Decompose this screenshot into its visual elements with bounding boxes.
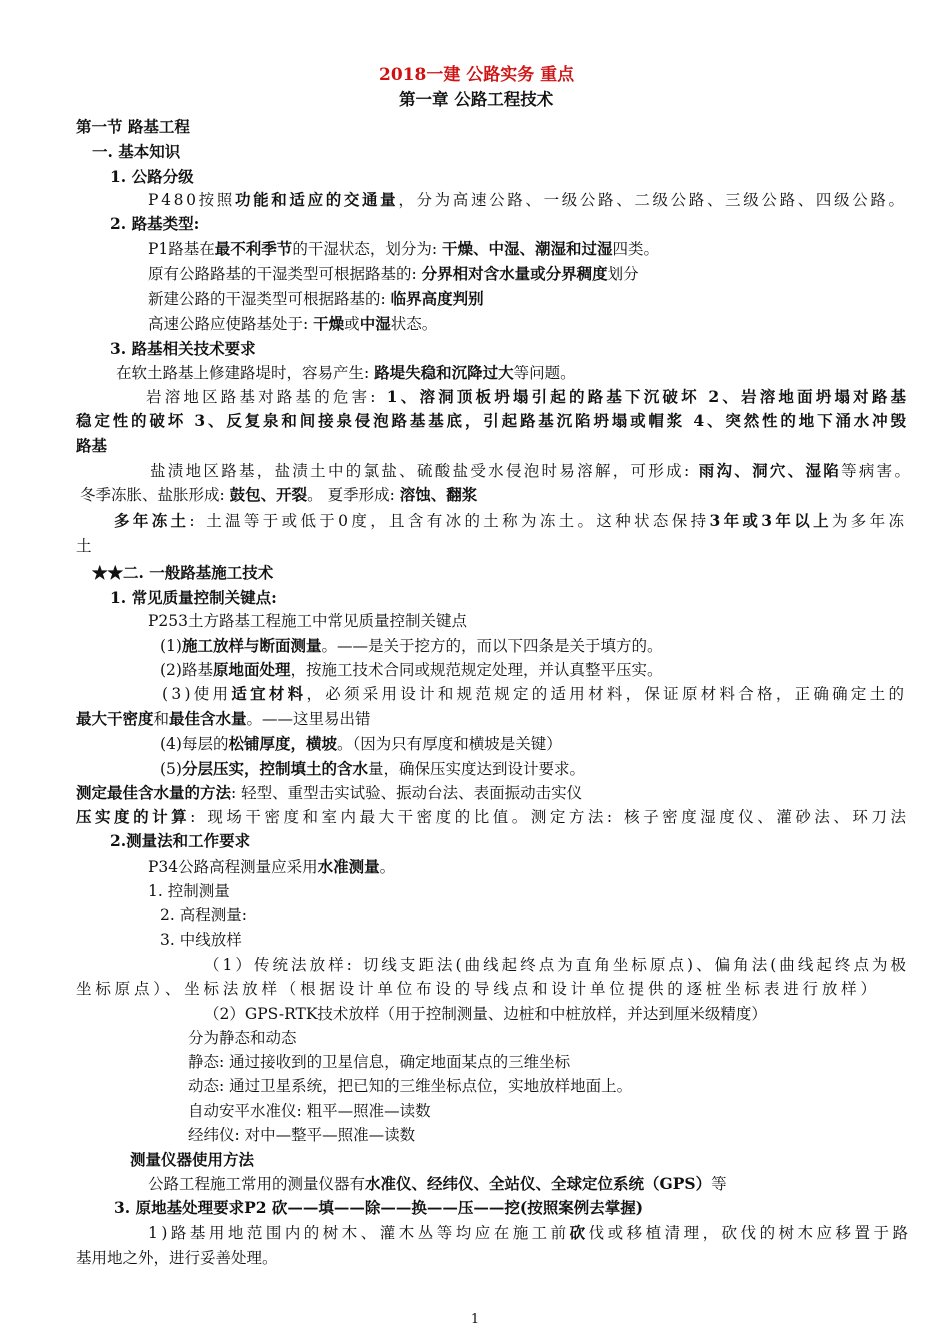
text-segment: 。——这里易出错 [246, 710, 371, 728]
body-line [114, 510, 907, 532]
body-line [148, 880, 230, 902]
text-segment: P253土方路基工程施工中常见质量控制关键点 [148, 612, 468, 630]
body-line [148, 1173, 727, 1195]
bold-text-segment: ★★二. 一般路基施工技术 [92, 563, 274, 582]
text-segment: 静态: 通过接收到的卫星信息，确定地面某点的三维坐标 [188, 1053, 571, 1071]
page-number: 1 [470, 1312, 480, 1327]
body-line [114, 1197, 643, 1219]
bold-text-segment: 测量仪器使用方法 [130, 1150, 255, 1169]
body-line [76, 806, 910, 828]
text-segment: (4)每层的 [160, 735, 229, 753]
body-line [188, 1051, 570, 1073]
text-segment: 。 [379, 858, 396, 876]
body-line [188, 1075, 632, 1097]
text-segment: （1）传统法放样: 切线支距法(曲线起终点为直角坐标原点)、偏角法(曲线起终点为极 [204, 956, 910, 974]
body-line [76, 782, 582, 804]
bold-text-segment: 临界高度判别 [390, 289, 484, 308]
body-line [188, 1124, 415, 1146]
bold-text-segment: 干燥、中湿、潮湿和过湿 [441, 239, 613, 258]
bold-text-segment: 砍 [569, 1223, 589, 1242]
text-segment: P1路基在 [148, 240, 215, 258]
text-segment: 冬季冻胀、盐胀形成: [80, 486, 230, 504]
text-segment: 或 [344, 315, 360, 333]
text-segment: ，按施工技术合同或规范规定处理，并认真整平压实。 [290, 661, 663, 679]
text-segment: 高速公路应使路基处于: [148, 315, 314, 333]
body-line [204, 1003, 767, 1025]
text-segment: 伐或移植清理，砍伐的树木应移置于路 [588, 1224, 912, 1242]
text-segment: 和 [153, 710, 170, 728]
text-segment: (2)路基 [160, 661, 213, 679]
body-line [92, 562, 273, 584]
text-segment: ，分为高速公路、一级公路、二级公路、三级公路、四级公路。 [398, 191, 907, 209]
body-line [80, 484, 477, 506]
bold-text-segment: 水准仪、经纬仪、全站仪、全球定位系统（GPS） [365, 1174, 712, 1193]
text-segment: 岩溶地区路基对路基的危害: [146, 388, 387, 406]
text-segment: 分为静态和动态 [188, 1029, 297, 1047]
bold-text-segment: 溶蚀、翻浆 [399, 485, 478, 504]
text-segment: 划分 [607, 265, 639, 283]
text-segment: 1)路基用地范围内的树木、灌木丛等均应在施工前 [148, 1224, 570, 1242]
text-segment: 公路工程施工常用的测量仪器有 [148, 1175, 366, 1193]
text-segment: P480按照 [148, 191, 235, 209]
bold-text-segment: 干燥 [313, 314, 345, 333]
text-segment: 坐标原点）、坐标法放样（根据设计单位布设的导线点和设计单位提供的逐桩坐标表进行放样） [76, 980, 880, 998]
body-line [130, 1149, 254, 1171]
text-segment: ，必须采用设计和规范规定的适用材料，保证原材料合格，正确确定土的 [306, 685, 908, 703]
text-segment: : 现场干密度和室内最大干密度的比值。测定方法: 核子密度湿度仪、灌砂法、环刀法 [190, 808, 910, 826]
text-segment: （2）GPS-RTK技术放样（用于控制测量、边桩和中桩放样，并达到厘米级精度） [204, 1005, 767, 1023]
bold-text-segment: 最大干密度 [76, 709, 154, 728]
text-segment: : 轻型、重型击实试验、振动台法、表面振动击实仪 [231, 784, 583, 802]
body-line [160, 904, 247, 926]
bold-text-segment: 3. 路基相关技术要求 [110, 339, 256, 358]
bold-text-segment: 松铺厚度，横坡 [228, 734, 337, 753]
body-line [148, 610, 467, 632]
bold-text-segment: 3年或3年以上 [709, 511, 832, 530]
text-segment: 3. 中线放样 [160, 931, 242, 949]
body-line [76, 116, 190, 138]
text-segment: 盐渍地区路基，盐渍土中的氯盐、硫酸盐受水侵泡时易溶解，可形成: [150, 462, 699, 480]
body-line [160, 635, 663, 657]
bold-text-segment: 分界相对含水量或分界稠度 [421, 264, 608, 283]
bold-text-segment: 压实度的计算 [76, 807, 191, 826]
body-line [148, 189, 907, 211]
bold-text-segment: 第一节 路基工程 [76, 117, 190, 136]
text-segment: 的干湿状态，划分为: [292, 240, 442, 258]
text-segment: 经纬仪: 对中—整平—照准—读数 [188, 1126, 416, 1144]
text-segment: 等问题。 [513, 364, 576, 382]
bold-text-segment: 鼓包、开裂 [229, 485, 308, 504]
text-segment: (1) [160, 637, 182, 655]
text-segment: (5) [160, 760, 182, 778]
text-segment: 。 夏季形成: [307, 486, 400, 504]
chapter-heading: 第一章 公路工程技术 [399, 90, 554, 109]
bold-text-segment: 功能和适应的交通量 [234, 190, 399, 209]
document-title: 2018一建 公路实务 重点 [379, 65, 575, 85]
text-segment: P34公路高程测量应采用 [148, 858, 318, 876]
bold-text-segment: 施工放样与断面测量 [181, 636, 322, 655]
body-line [76, 535, 92, 557]
body-line [148, 856, 395, 878]
bold-text-segment: 一. 基本知识 [92, 142, 181, 161]
text-segment: 土 [76, 537, 92, 555]
body-line [188, 1100, 431, 1122]
bold-text-segment: 最佳含水量 [169, 709, 247, 728]
bold-text-segment: 测定最佳含水量的方法 [76, 783, 232, 802]
body-line [110, 587, 277, 609]
text-segment: 状态。 [390, 315, 438, 333]
bold-text-segment: 雨沟、洞穴、湿陷 [698, 461, 842, 480]
text-segment: 自动安平水准仪: 粗平—照准—读数 [188, 1102, 431, 1120]
body-line [160, 758, 585, 780]
body-line [162, 683, 907, 705]
body-line [160, 659, 663, 681]
text-segment: 新建公路的干湿类型可根据路基的: [148, 290, 391, 308]
text-segment: 在软土路基上修建路堤时，容易产生: [116, 364, 375, 382]
body-line [160, 733, 562, 755]
body-line [204, 954, 909, 976]
body-line [146, 386, 909, 408]
body-line [110, 338, 256, 360]
body-line [92, 141, 180, 163]
body-line [148, 263, 639, 285]
bold-text-segment: 水准测量 [317, 857, 380, 876]
text-segment: 。——是关于挖方的，而以下四条是关于填方的。 [321, 637, 663, 655]
text-segment: 原有公路路基的干湿类型可根据路基的: [148, 265, 422, 283]
body-line [160, 929, 242, 951]
bold-text-segment: 3. 原地基处理要求P2 砍——填——除——换——压——挖(按照案例去掌握) [114, 1198, 644, 1217]
body-line [110, 166, 194, 188]
body-line [148, 238, 659, 260]
body-line [188, 1027, 297, 1049]
bold-text-segment: 适宜材料 [231, 684, 307, 703]
text-segment: 量，确保压实度达到设计要求。 [367, 760, 585, 778]
text-segment: 为多年冻 [831, 512, 908, 530]
text-segment: : 土温等于或低于0度，且含有冰的土称为冻土。这种状态保持 [189, 512, 710, 530]
body-line [116, 362, 576, 384]
body-line [148, 313, 437, 335]
bold-text-segment: 多年冻土 [114, 511, 190, 530]
body-line [76, 410, 909, 432]
body-line [110, 830, 250, 852]
body-line [76, 708, 371, 730]
bold-text-segment: 1. 常见质量控制关键点: [110, 588, 277, 607]
text-segment: (3)使用 [162, 685, 232, 703]
bold-text-segment: 最不利季节 [214, 239, 293, 258]
bold-text-segment: 路基 [76, 436, 108, 455]
bold-text-segment: 1. 公路分级 [110, 167, 194, 186]
text-segment: 四类。 [612, 240, 659, 258]
body-line [76, 978, 880, 1000]
bold-text-segment: 中湿 [359, 314, 391, 333]
text-segment: 等 [711, 1175, 727, 1193]
text-segment: 等病害。 [841, 462, 913, 480]
body-line [150, 460, 912, 482]
text-segment: 基用地之外，进行妥善处理。 [76, 1249, 278, 1267]
body-line [148, 288, 484, 310]
text-segment: 2. 高程测量: [160, 906, 247, 924]
text-segment: 。（因为只有厚度和横坡是关键） [336, 735, 562, 753]
text-segment: 1. 控制测量 [148, 882, 230, 900]
bold-text-segment: 分层压实，控制填土的含水 [181, 759, 368, 778]
bold-text-segment: 2. 路基类型: [110, 214, 200, 233]
bold-text-segment: 原地面处理 [212, 660, 291, 679]
body-line [76, 435, 107, 457]
text-segment: 动态: 通过卫星系统，把已知的三维坐标点位，实地放样地面上。 [188, 1077, 633, 1095]
body-line [110, 213, 199, 235]
bold-text-segment: 稳定性的破坏 3、反复泉和间接泉侵泡路基基底，引起路基沉陷坍塌或帽浆 4、突然性的地下涌水冲毁 [76, 411, 909, 430]
body-line [148, 1222, 912, 1244]
bold-text-segment: 2.测量法和工作要求 [110, 831, 251, 850]
body-line [76, 1247, 278, 1269]
bold-text-segment: 1、溶洞顶板坍塌引起的路基下沉破坏 2、岩溶地面坍塌对路基 [386, 387, 910, 406]
bold-text-segment: 路堤失稳和沉降过大 [374, 363, 514, 382]
